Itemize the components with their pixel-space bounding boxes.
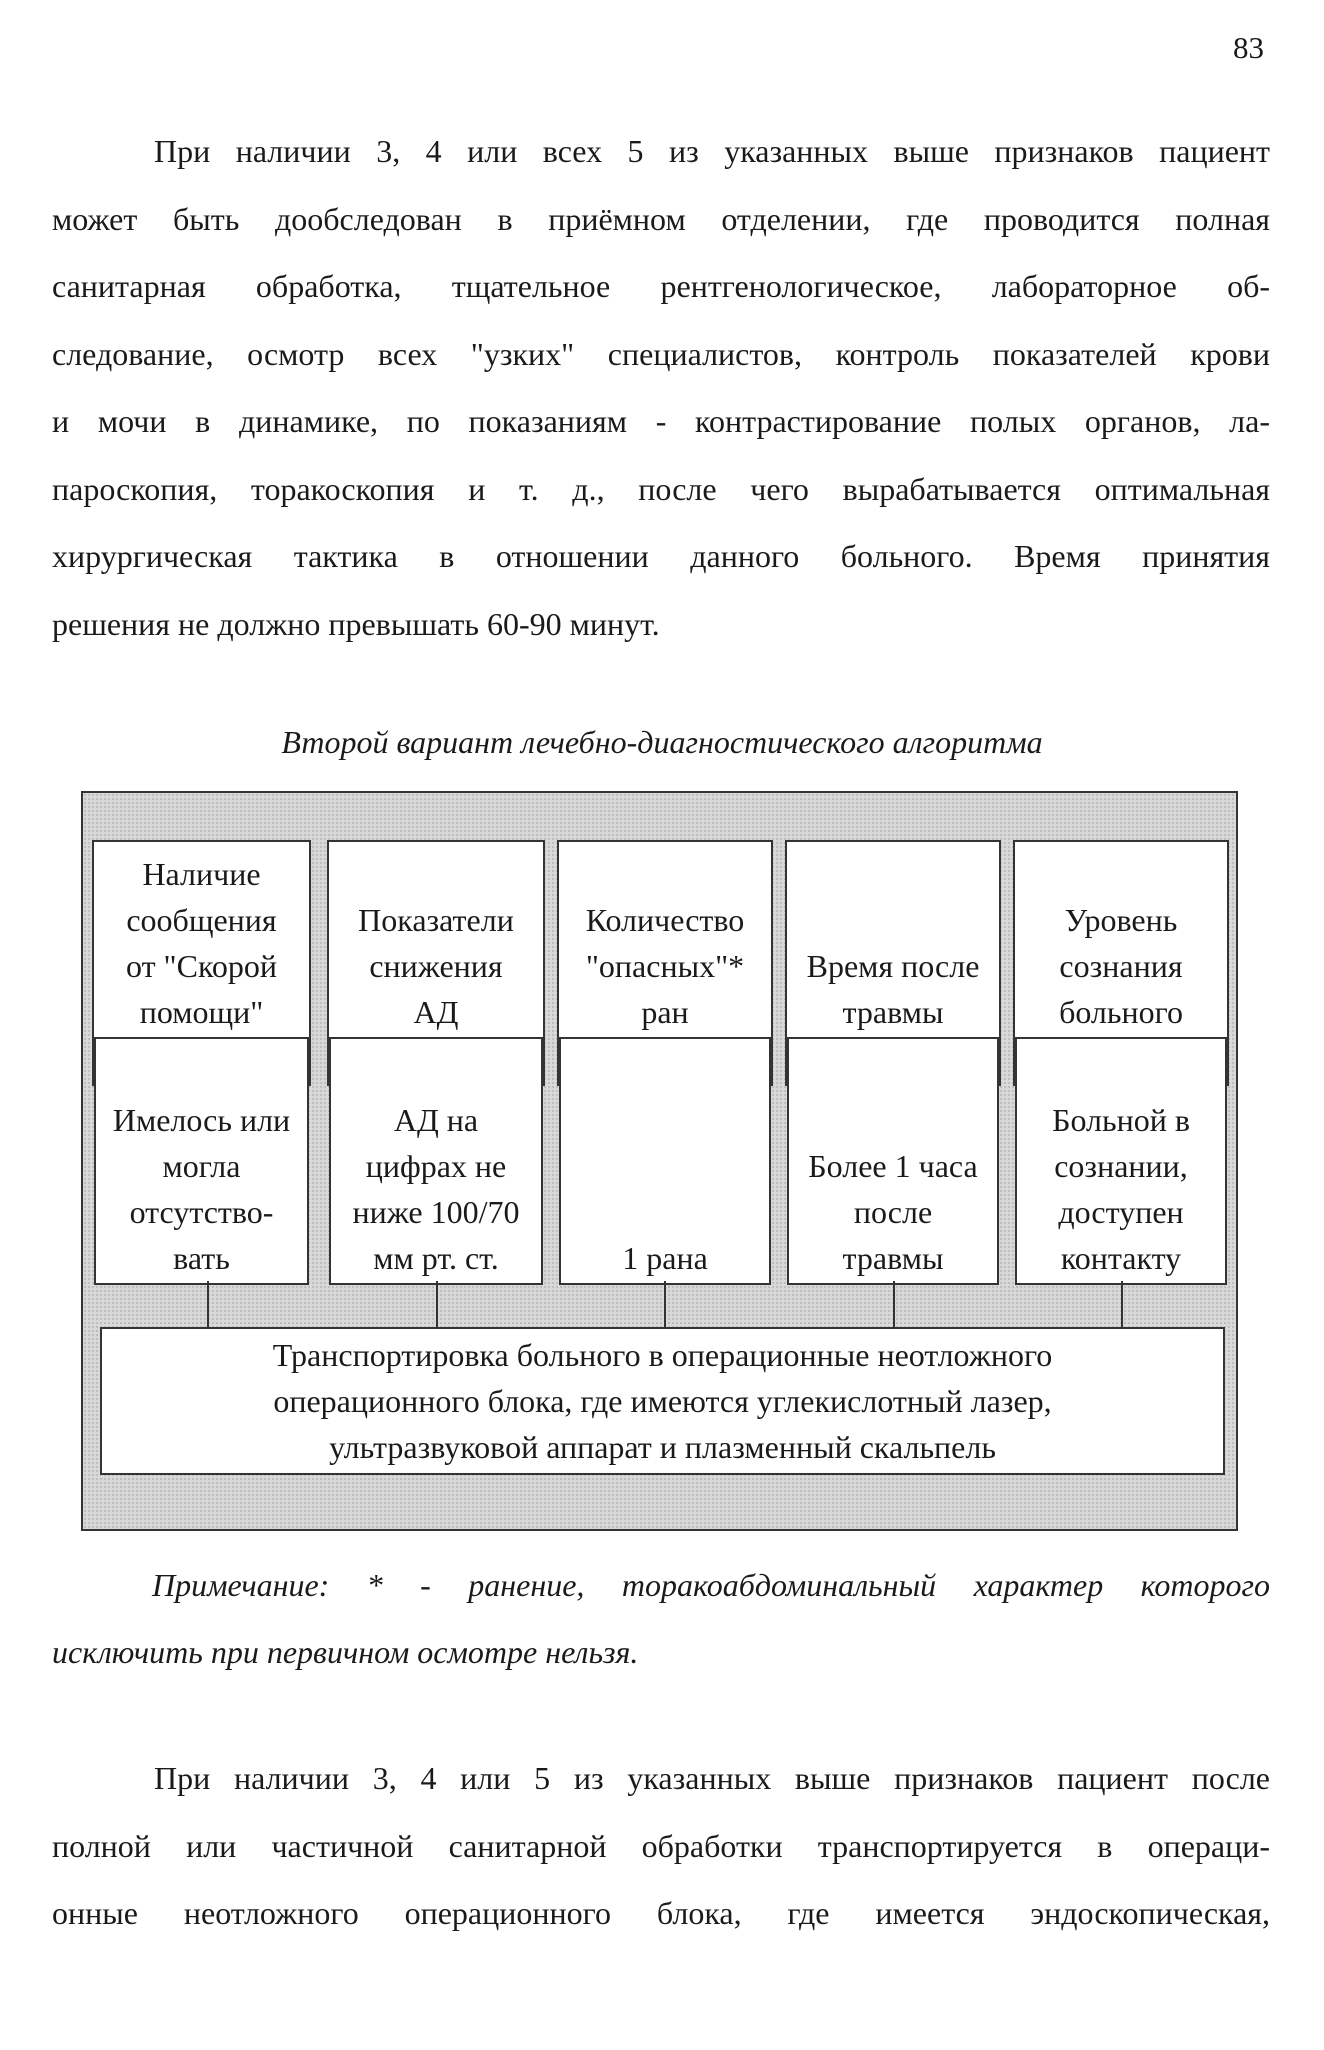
result-line: операционного блока, где имеются углекислотный лазер,: [273, 1383, 1052, 1419]
result-line: ультразвуковой аппарат и плазменный скальпель: [329, 1429, 996, 1465]
footnote-line: Примечание: * - ранение, торакоабдоминальный характер которого: [152, 1567, 1270, 1603]
paragraph-line: При наличии 3, 4 или всех 5 из указанных выше признаков пациент: [154, 133, 1270, 169]
paragraph-line: может быть дообследован в приёмном отделении, где проводится полная: [52, 200, 1270, 237]
connector-line: [1121, 1281, 1123, 1328]
criterion-header: [559, 842, 771, 1039]
header-line: "опасных"*: [585, 948, 745, 984]
criterion-header: [94, 842, 309, 1039]
paragraph-1: [52, 118, 1270, 658]
criterion-value: [94, 1039, 309, 1285]
algorithm-diagram: [81, 791, 1238, 1531]
connector-line: [664, 1281, 666, 1328]
criterion-header: [329, 842, 543, 1039]
result-box: [100, 1327, 1225, 1475]
value-line: АД на: [393, 1102, 479, 1138]
header-line: сознания: [1059, 948, 1183, 984]
value-line: Больной в: [1052, 1102, 1190, 1138]
paragraph-line: следование, осмотр всех "узких" специалистов, контроль показателей крови: [52, 335, 1270, 372]
header-line: Уровень: [1064, 902, 1178, 938]
criterion-header: [787, 842, 999, 1039]
header-line: АД: [413, 994, 459, 1030]
connector-line: [436, 1281, 438, 1328]
header-line: травмы: [842, 994, 944, 1030]
header-line: больного: [1059, 994, 1183, 1030]
footnote-line: исключить при первичном осмотре нельзя.: [52, 1634, 639, 1670]
value-line: травмы: [842, 1240, 944, 1276]
diagram-caption: Второй вариант лечебно-диагностического алгоритма: [281, 724, 1043, 760]
header-line: ран: [641, 994, 689, 1030]
criterion-column: [92, 840, 311, 1276]
paragraph-line: полной или частичной санитарной обработки транспортируется в операци-: [52, 1827, 1270, 1864]
value-line: цифрах не: [365, 1148, 507, 1184]
value-line: сознании,: [1054, 1148, 1188, 1184]
header-line: Показатели: [358, 902, 514, 938]
value-line: доступен: [1058, 1194, 1184, 1230]
criterion-header: [1015, 842, 1227, 1039]
header-line: помощи": [139, 994, 264, 1030]
value-line: вать: [173, 1240, 230, 1276]
footnote: [52, 1552, 1270, 1686]
criterion-value: [559, 1039, 771, 1285]
criterion-value: [787, 1039, 999, 1285]
criterion-column: [327, 840, 545, 1276]
value-line: отсутство-: [129, 1194, 274, 1230]
value-line: мм рт. ст.: [373, 1240, 499, 1276]
value-line: контакту: [1060, 1240, 1182, 1276]
header-line: снижения: [369, 948, 503, 984]
criterion-value: [329, 1039, 543, 1285]
value-line: 1 рана: [622, 1240, 708, 1276]
criterion-column: [557, 840, 773, 1276]
criterion-value: [1015, 1039, 1227, 1285]
header-line: Количество: [585, 902, 745, 938]
criterion-column: [785, 840, 1001, 1276]
paragraph-line: хирургическая тактика в отношении данного больного. Время принятия: [52, 538, 1270, 574]
header-line: сообщения: [126, 902, 277, 938]
connector-line: [207, 1281, 209, 1328]
paragraph-line: онные неотложного операционного блока, где имеется эндоскопическая,: [52, 1895, 1270, 1931]
criterion-column: [1013, 840, 1229, 1276]
paragraph-line: При наличии 3, 4 или 5 из указанных выше признаков пациент после: [154, 1760, 1270, 1796]
paragraph-line: санитарная обработка, тщательное рентгенологическое, лабораторное об-: [52, 268, 1270, 304]
paragraph-line: решения не должно превышать 60-90 минут.: [52, 605, 660, 642]
result-line: Транспортировка больного в операционные неотложного: [272, 1337, 1053, 1373]
paragraph-line: и мочи в динамике, по показаниям - контрастирование полых органов, ла-: [52, 403, 1270, 439]
value-line: Более 1 часа: [808, 1148, 978, 1184]
paragraph-2: [52, 1745, 1270, 1948]
value-line: могла: [162, 1148, 241, 1184]
connector-line: [893, 1281, 895, 1328]
header-line: Время после: [806, 948, 980, 984]
value-line: после: [853, 1194, 933, 1230]
value-line: ниже 100/70: [352, 1194, 520, 1230]
paragraph-line: пароскопия, торакоскопия и т. д., после чего вырабатывается оптимальная: [52, 470, 1270, 507]
value-line: Имелось или: [112, 1102, 291, 1138]
header-line: Наличие: [142, 856, 261, 892]
page-number: 83: [1233, 30, 1264, 65]
header-line: от "Скорой: [125, 948, 277, 984]
